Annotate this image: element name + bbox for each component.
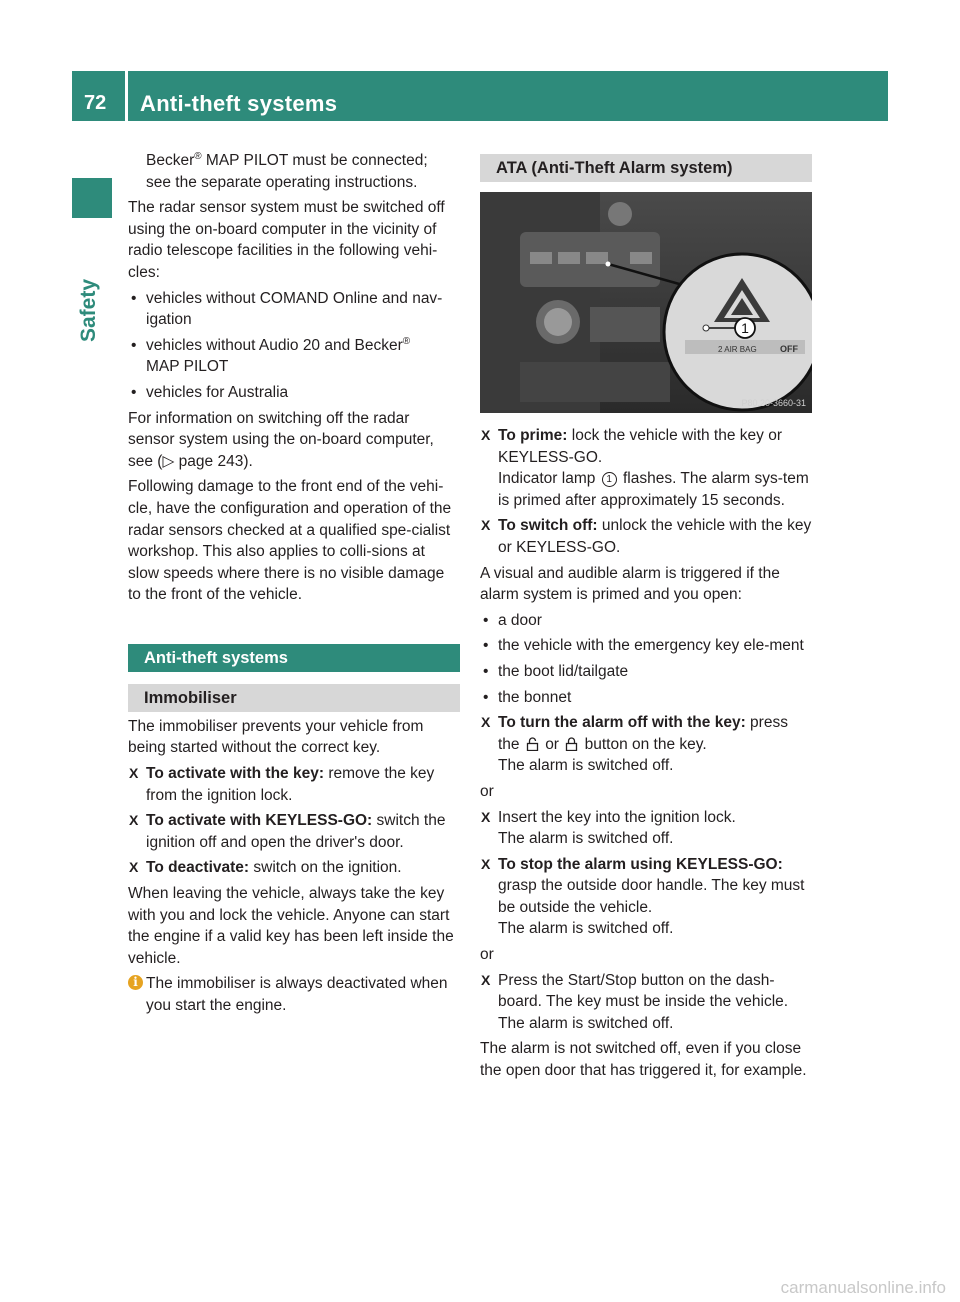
list-item: • the boot lid/tailgate: [480, 661, 812, 683]
indicator-lamp-callout: 1: [602, 472, 617, 487]
or-separator: or: [480, 946, 494, 964]
header-divider: [125, 71, 128, 121]
ata-figure: [480, 192, 812, 413]
list-item: • vehicles without COMAND Online and nav-igation: [128, 288, 460, 331]
sub-heading-immobiliser: Immobiliser: [128, 684, 460, 712]
step-arrow-icon: X: [129, 765, 139, 782]
running-head: Anti-theft systems: [140, 91, 338, 116]
radar-paragraph: The radar sensor system must be switched off using the on-board computer in the vicinity of radio telescope facilities in the following vehi-cles:: [128, 199, 445, 281]
step-item: X To turn the alarm off with the key: press the or button on the key. The alarm is switched off.: [481, 714, 788, 775]
immobiliser-intro: The immobiliser prevents your vehicle from being started without the correct key.: [128, 717, 424, 757]
step-item: X To activate with KEYLESS-GO: switch the ignition off and open the driver's door.: [129, 812, 446, 851]
step-arrow-icon: X: [129, 812, 139, 829]
step-item: X To switch off: unlock the vehicle with the key or KEYLESS-GO.: [481, 517, 812, 556]
step-item: X Press the Start/Stop button on the dash-board. The key must be inside the vehicle. The alarm is switched off.: [481, 971, 789, 1032]
or-separator: or: [480, 782, 494, 800]
damage-paragraph: Following damage to the front end of the vehi-cle, have the configuration and operation of the radar sensors checked at a qualified spe-cialist workshop. This also applies to colli-sions at slow speeds where there is no visible damage to the front of the vehicle.: [128, 478, 452, 604]
intro-paragraph: Becker® MAP PILOT must be connected; see the separate operating instructions.: [146, 150, 428, 191]
step-arrow-icon: X: [481, 427, 491, 443]
section-heading: Anti-theft systems: [128, 644, 460, 672]
dashboard-photo: [480, 192, 812, 413]
lock-icon: [565, 737, 578, 751]
figure-label-off: OFF: [780, 344, 798, 354]
step-arrow-icon: X: [129, 859, 139, 876]
list-item: • the vehicle with the emergency key ele-ment: [480, 635, 812, 657]
step-arrow-icon: X: [481, 517, 491, 534]
figure-label-airbag: 2 AIR BAG: [718, 345, 757, 354]
list-item: • vehicles for Australia: [128, 382, 460, 404]
info-icon: i: [128, 975, 143, 990]
step-item: X To deactivate: switch on the ignition.: [128, 857, 460, 879]
figure-callout: 1: [741, 320, 749, 336]
step-arrow-icon: X: [481, 971, 491, 988]
leaving-paragraph: When leaving the vehicle, always take the key with you and lock the vehicle. Anyone can start the engine if a valid key has been left inside the vehicle.: [128, 885, 454, 967]
side-block: [72, 178, 112, 218]
right-column: [480, 150, 812, 1086]
step-arrow-icon: X: [481, 855, 491, 872]
final-paragraph: The alarm is not switched off, even if you close the open door that has triggered it, for example.: [480, 1040, 807, 1080]
left-column: [128, 150, 460, 1021]
step-arrow-icon: X: [481, 808, 491, 825]
list-item: • a door: [480, 610, 812, 632]
step-item: X To stop the alarm using KEYLESS-GO: grasp the outside door handle. The key must be outside the vehicle. The alarm is switched off.: [481, 855, 805, 938]
page-number: 72: [84, 92, 107, 114]
info-paragraph: For information on switching off the radar sensor system using the on-board computer, see (▷ page 243).: [128, 409, 434, 470]
step-item: X To prime: lock the vehicle with the key or KEYLESS-GO. Indicator lamp 1 flashes. The alarm sys-tem is primed after approximately 15 seconds.: [481, 427, 809, 509]
step-item: X Insert the key into the ignition lock. The alarm is switched off.: [481, 808, 736, 848]
info-note: i The immobiliser is always deactivated when you start the engine.: [128, 973, 460, 1016]
visual-paragraph: A visual and audible alarm is triggered if the alarm system is primed and you open:: [480, 564, 780, 604]
unlock-icon: [526, 737, 539, 751]
step-arrow-icon: X: [481, 714, 491, 731]
sub-heading-ata: ATA (Anti-Theft Alarm system): [480, 154, 812, 182]
step-item: X To activate with the key: remove the key from the ignition lock.: [129, 765, 435, 804]
side-tab-safety: Safety: [77, 278, 100, 342]
figure-code: P80.20-3660-31: [741, 398, 806, 408]
list-item: • the bonnet: [480, 687, 812, 709]
watermark: carmanualsonline.info: [780, 1278, 946, 1297]
list-item: • vehicles without Audio 20 and Becker® MAP PILOT: [128, 335, 460, 378]
